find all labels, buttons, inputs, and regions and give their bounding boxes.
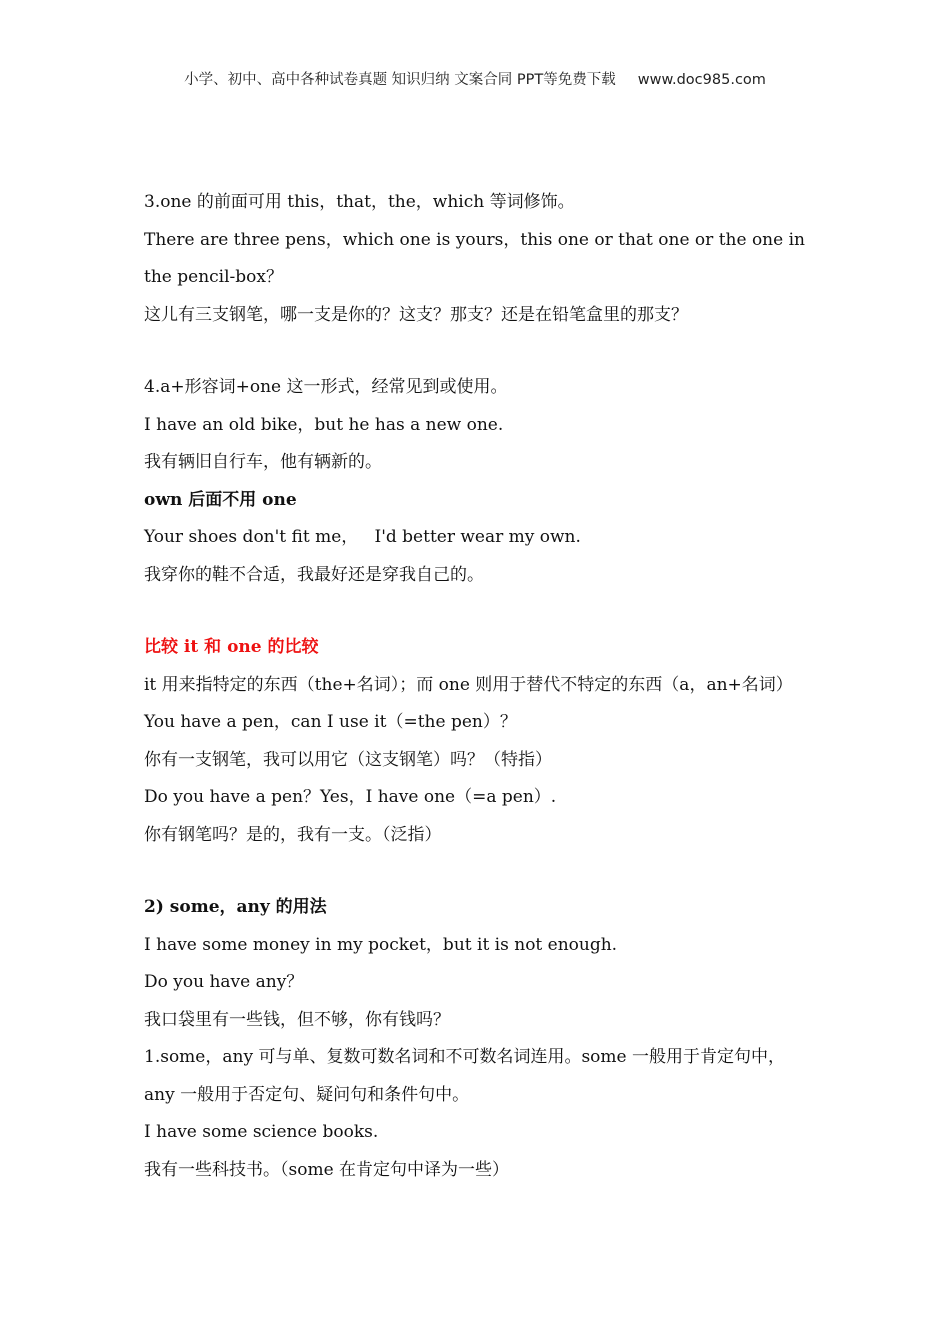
paragraph: 你有钢笔吗？是的，我有一支。（泛指）	[144, 824, 442, 845]
document-body	[144, 184, 812, 1189]
paragraph: 3.one 的前面可用 this，that，the，which 等词修饰。	[144, 192, 575, 212]
page-header	[0, 68, 950, 89]
spacer	[144, 594, 812, 629]
paragraph: I have some money in my pocket，but it is not enough.	[144, 934, 618, 955]
subheading: own 后面不用 one	[144, 489, 297, 510]
paragraph: 我有一些科技书。（some 在肯定句中译为一些）	[144, 1159, 510, 1180]
paragraph: You have a pen，can I use it（=the pen）？	[144, 712, 517, 732]
paragraph: 我穿你的鞋不合适，我最好还是穿我自己的。	[144, 564, 484, 585]
section-heading: 2) some，any 的用法	[144, 897, 327, 917]
section-heading: 比较 it 和 one 的比较	[144, 637, 319, 657]
paragraph: I have some science books.	[144, 1122, 379, 1142]
paragraph: There are three pens，which one is yours，this one or that one or the one in the pencil-box？	[144, 229, 805, 287]
paragraph: 你有一支钢笔，我可以用它（这支钢笔）吗？（特指）	[144, 749, 552, 770]
spacer	[144, 854, 812, 889]
header-text: 小学、初中、高中各种试卷真题 知识归纳 文案合同 PPT等免费下载	[184, 72, 616, 88]
spacer	[144, 334, 812, 369]
paragraph: I have an old bike，but he has a new one.	[144, 414, 504, 435]
paragraph: 1.some，any 可与单、复数可数名词和不可数名词连用。some 一般用于肯定句中，any 一般用于否定句、疑问句和条件句中。	[144, 1047, 785, 1105]
paragraph: 4.a+形容词+one 这一形式，经常见到或使用。	[144, 377, 508, 397]
paragraph: 我口袋里有一些钱，但不够，你有钱吗？	[144, 1009, 450, 1030]
paragraph: Your shoes don't fit me， I'd better wear my own.	[144, 527, 581, 547]
paragraph: Do you have a pen？Yes，I have one（=a pen）.	[144, 787, 557, 807]
paragraph: it 用来指特定的东西（the+名词）；而 one 则用于替代不特定的东西（a，an+名词）	[144, 674, 793, 695]
paragraph: Do you have any？	[144, 972, 304, 992]
header-site-link[interactable]: www.doc985.com	[637, 72, 766, 88]
paragraph: 我有辆旧自行车，他有辆新的。	[144, 452, 382, 472]
paragraph: 这儿有三支钢笔，哪一支是你的？这支？那支？还是在铅笔盒里的那支？	[144, 304, 688, 325]
